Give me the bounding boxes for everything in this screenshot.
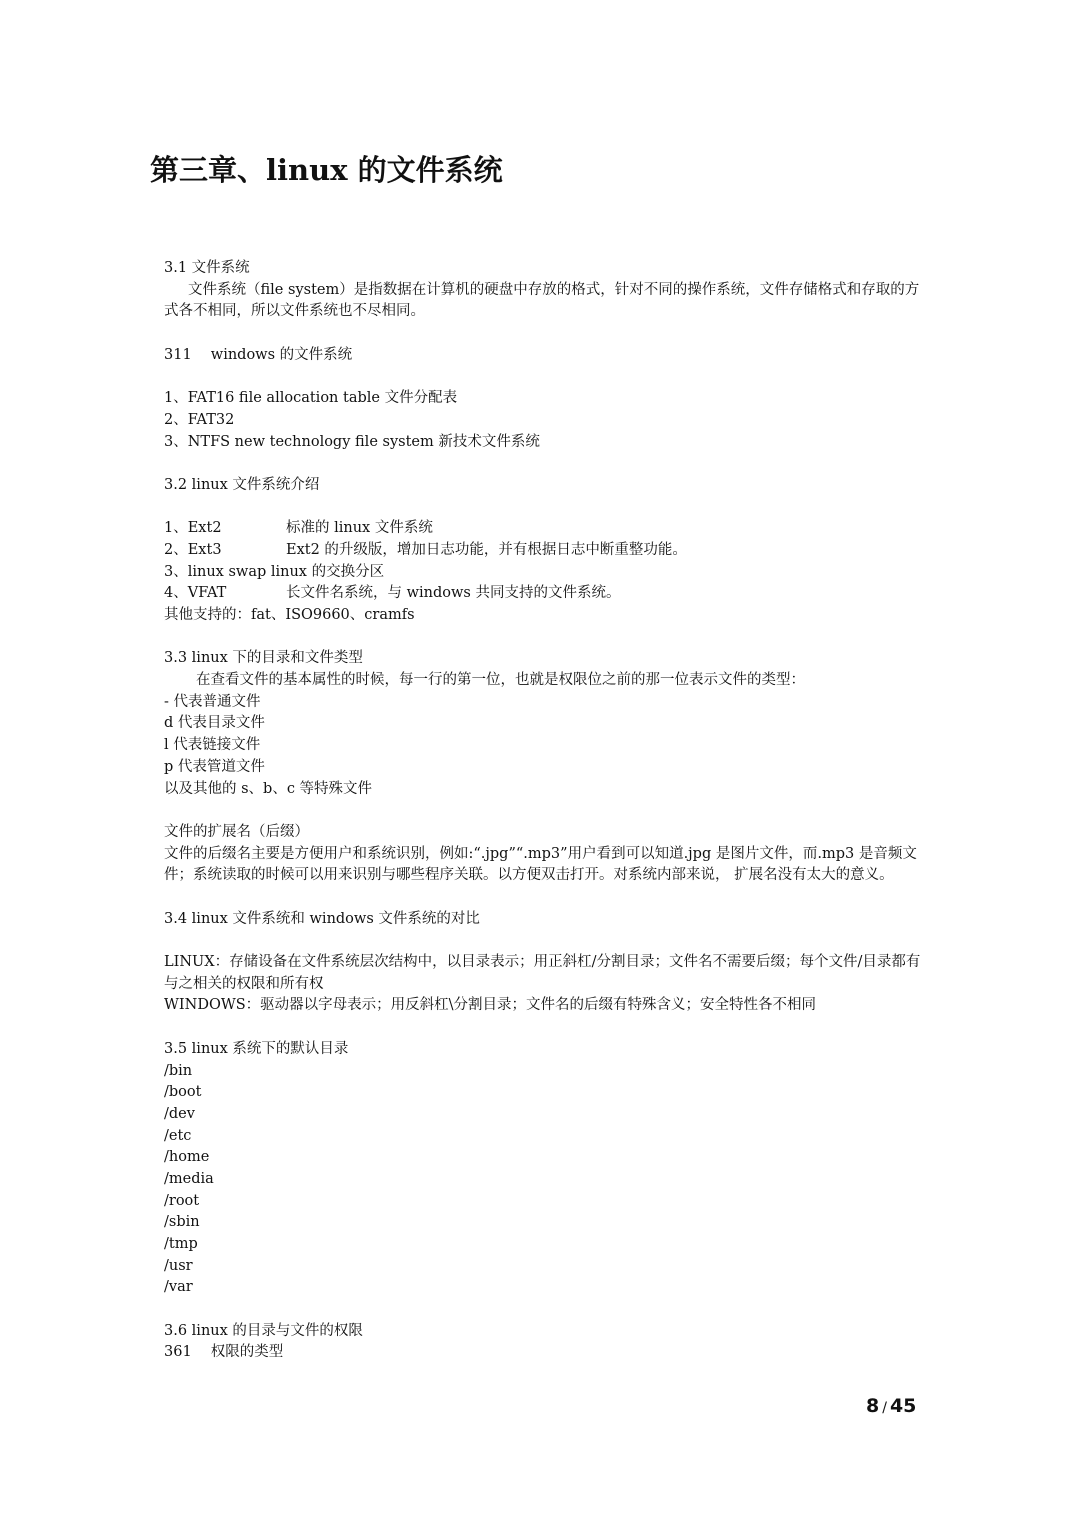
section-3-1-paragraph [164,280,924,323]
page-number [866,1395,916,1417]
dir-item: /home [164,1149,210,1166]
dir-item: /boot [164,1084,202,1101]
page-separator: / [882,1400,887,1416]
extension-title: 文件的扩展名（后缀） [164,823,309,840]
list-item [164,540,924,562]
fs-desc: 长文件名系统，与 windows 共同支持的文件系统。 [286,585,621,602]
dir-item: /sbin [164,1214,200,1231]
section-3-2-title: 3.2 linux 文件系统介绍 [164,476,320,493]
list-item: 2、FAT32 [164,411,235,428]
current-page: 8 [866,1395,880,1417]
fs-name: 2、Ext3 [164,541,222,558]
fs-desc: Ext2 的升级版，增加日志功能，并有根据日志中断重整功能。 [286,541,687,558]
section-3-4-title: 3.4 linux 文件系统和 windows 文件系统的对比 [164,910,480,927]
section-3-3-intro: 在查看文件的基本属性的时候，每一行的第一位，也就是权限位之前的那一位表示文件的类型： [196,672,805,689]
file-type-item: l 代表链接文件 [164,737,261,754]
section-3-1-1-title: 311 windows 的文件系统 [164,346,353,363]
dir-item: /usr [164,1257,193,1274]
total-pages: 45 [889,1395,917,1417]
dir-item: /bin [164,1062,193,1079]
dir-item: /etc [164,1127,192,1144]
list-item [164,562,924,584]
fs-name: 1、Ext2 [164,520,222,537]
dir-item: /var [164,1279,193,1296]
section-3-3-title: 3.3 linux 下的目录和文件类型 [164,650,363,667]
file-type-item: p 代表管道文件 [164,758,265,775]
list-item: 1、FAT16 file allocation table 文件分配表 [164,390,458,407]
dir-item: /root [164,1192,200,1209]
list-item [164,583,924,605]
dir-item: /media [164,1170,214,1187]
dir-item: /tmp [164,1236,198,1253]
section-3-5-title: 3.5 linux 系统下的默认目录 [164,1040,349,1057]
section-3-1-text: 文件系统（file system）是指数据在计算机的硬盘中存放的格式，针对不同的操作系统，文件存储格式和存取的方式各不相同，所以文件系统也不尽相同。 [164,281,920,320]
dir-item: /dev [164,1105,195,1122]
linux-comparison: LINUX：存储设备在文件系统层次结构中，以目录表示；用正斜杠/分割目录；文件名不需要后缀；每个文件/目录都有与之相关的权限和所有权 [164,954,921,992]
chapter-title: 第三章、linux 的文件系统 [150,153,503,187]
list-item: 3、NTFS new technology file system 新技术文件系统 [164,433,540,450]
section-3-1-title: 3.1 文件系统 [164,260,250,276]
document-body [164,258,924,1364]
file-type-item: 以及其他的 s、b、c 等特殊文件 [164,780,373,797]
section-3-6-1-title: 361 权限的类型 [164,1344,284,1361]
extension-paragraph: 文件的后缀名主要是方便用户和系统识别，例如:“.jpg”“.mp3”用户看到可以知道.jpg 是图片文件，而.mp3 是音频文件；系统读取的时候可以用来识别与哪些程序关联。以方便双击打开。对系统内部来说， 扩展名没有太大的意义。 [164,845,917,884]
file-type-item: - 代表普通文件 [164,693,261,710]
file-type-item: d 代表目录文件 [164,715,265,732]
fs-desc: 标准的 linux 文件系统 [286,520,433,537]
windows-comparison: WINDOWS：驱动器以字母表示；用反斜杠\分割目录；文件名的后缀有特殊含义；安全特性各不相同 [164,997,817,1014]
fs-name: 3、linux swap linux 的交换分区 [164,563,385,580]
fs-name: 4、VFAT [164,585,227,602]
section-3-6-title: 3.6 linux 的目录与文件的权限 [164,1322,363,1339]
other-supported: 其他支持的：fat、ISO9660、cramfs [164,607,415,624]
list-item [164,518,924,540]
